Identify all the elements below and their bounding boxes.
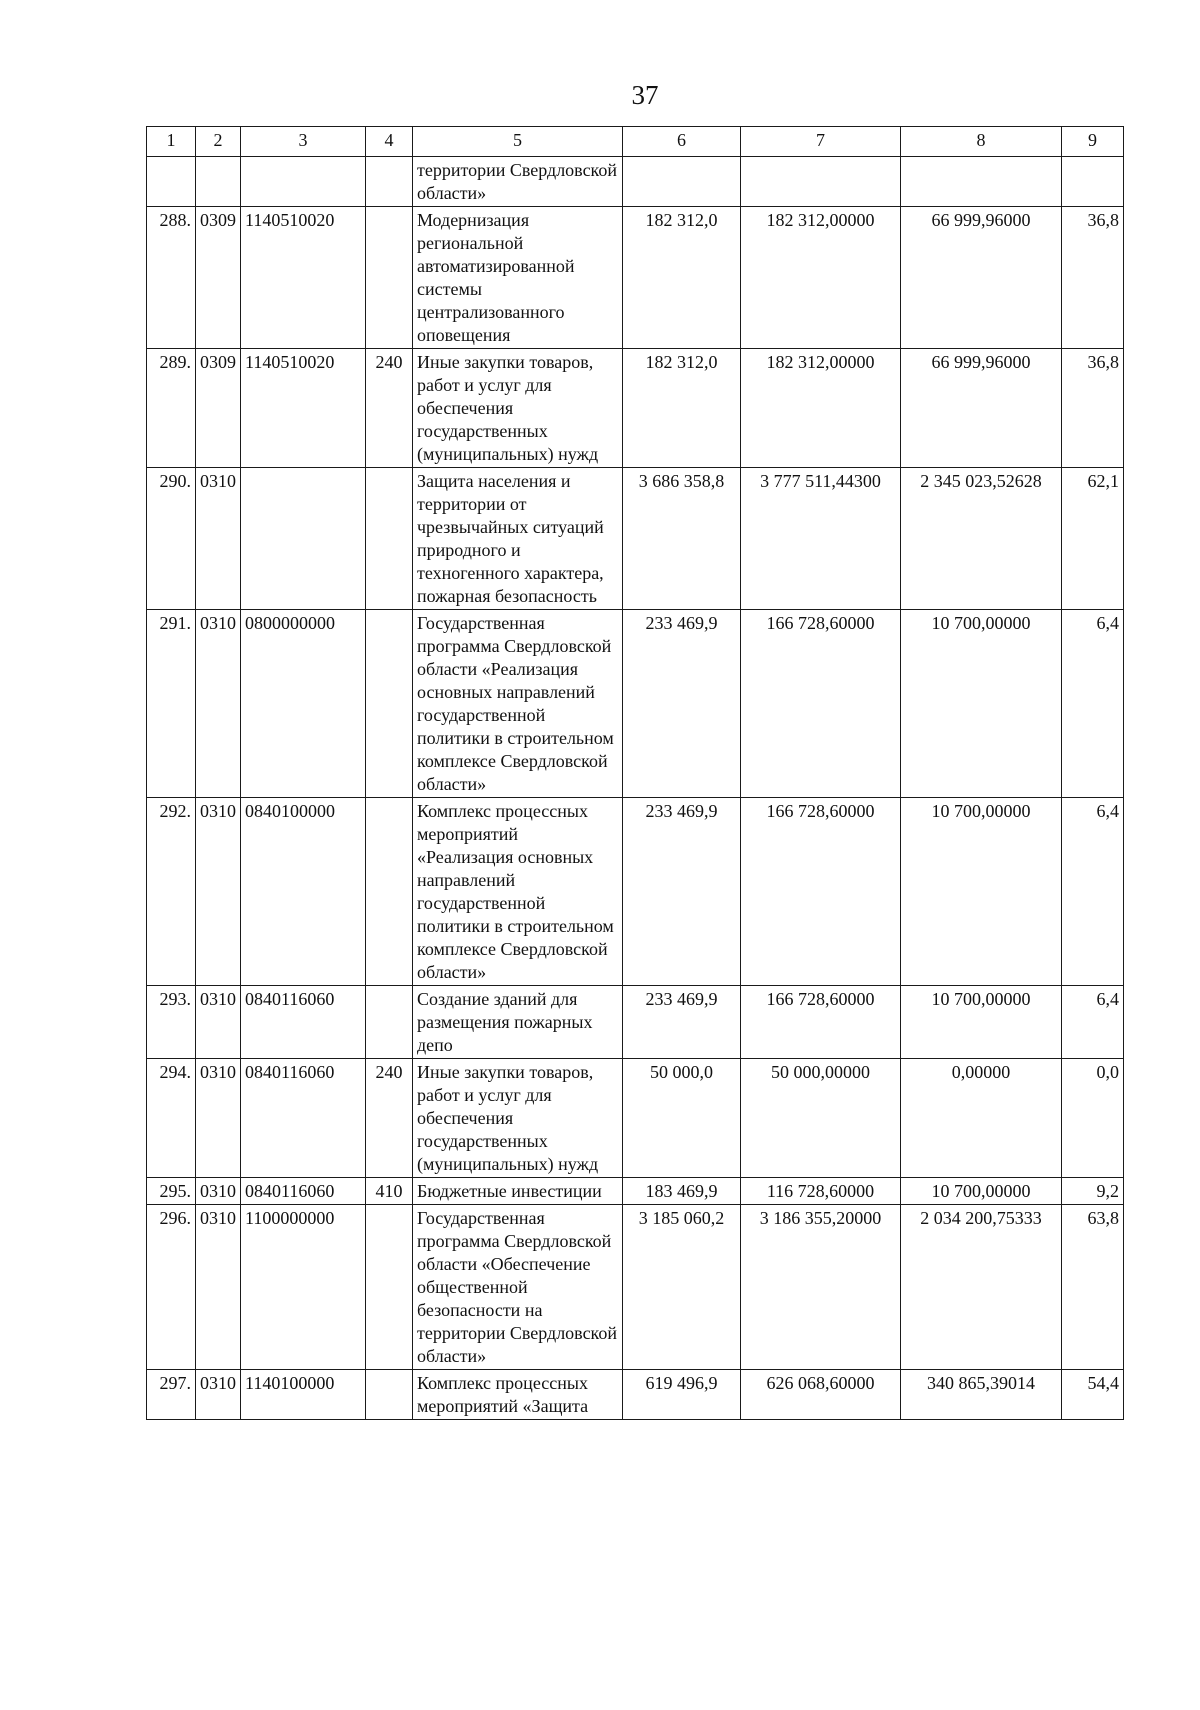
- row-number-cell: 297.: [147, 1370, 196, 1420]
- percent-cell: 54,4: [1062, 1370, 1124, 1420]
- value-col7-cell: [741, 157, 901, 207]
- value-col8-cell: 10 700,00000: [901, 986, 1062, 1059]
- item-name-cell: Бюджетные инвестиции: [413, 1178, 623, 1205]
- row-number-cell: 293.: [147, 986, 196, 1059]
- row-number-cell: 289.: [147, 349, 196, 468]
- item-name-cell: Государственная программа Свердловской области «Реализация основных направлений государственной политики в строительном комплексе Свердловской области»: [413, 610, 623, 798]
- table-row: [147, 1059, 1124, 1178]
- percent-cell: 6,4: [1062, 986, 1124, 1059]
- item-name-cell: Государственная программа Свердловской области «Обеспечение общественной безопасности на территории Свердловской области»: [413, 1205, 623, 1370]
- section-code-cell: 0309: [196, 207, 241, 349]
- row-number-cell: 294.: [147, 1059, 196, 1178]
- item-name-cell: Комплекс процессных мероприятий «Защита: [413, 1370, 623, 1420]
- value-col6-cell: 233 469,9: [623, 610, 741, 798]
- value-col8-cell: 2 345 023,52628: [901, 468, 1062, 610]
- section-code-cell: 0310: [196, 798, 241, 986]
- value-col7-cell: 50 000,00000: [741, 1059, 901, 1178]
- table-row: [147, 798, 1124, 986]
- value-col8-cell: 2 034 200,75333: [901, 1205, 1062, 1370]
- column-header: 3: [241, 127, 366, 157]
- column-header: 5: [413, 127, 623, 157]
- value-col6-cell: 3 185 060,2: [623, 1205, 741, 1370]
- target-code-cell: 0840100000: [241, 798, 366, 986]
- table-row: [147, 1205, 1124, 1370]
- target-code-cell: 0840116060: [241, 1178, 366, 1205]
- table-row: [147, 468, 1124, 610]
- section-code-cell: 0310: [196, 1370, 241, 1420]
- section-code-cell: 0310: [196, 986, 241, 1059]
- table-row: [147, 986, 1124, 1059]
- percent-cell: 6,4: [1062, 798, 1124, 986]
- item-name-cell: Комплекс процессных мероприятий «Реализация основных направлений государственной политики в строительном комплексе Свердловской области»: [413, 798, 623, 986]
- target-code-cell: 1140100000: [241, 1370, 366, 1420]
- value-col7-cell: 182 312,00000: [741, 207, 901, 349]
- row-number-cell: 295.: [147, 1178, 196, 1205]
- expense-type-cell: 240: [366, 1059, 413, 1178]
- value-col6-cell: 3 686 358,8: [623, 468, 741, 610]
- value-col6-cell: 233 469,9: [623, 798, 741, 986]
- budget-table: [146, 126, 1124, 1420]
- table-row: [147, 1178, 1124, 1205]
- percent-cell: 36,8: [1062, 207, 1124, 349]
- target-code-cell: 1140510020: [241, 349, 366, 468]
- expense-type-cell: [366, 610, 413, 798]
- item-name-cell: Создание зданий для размещения пожарных депо: [413, 986, 623, 1059]
- percent-cell: 62,1: [1062, 468, 1124, 610]
- column-header-row: [147, 127, 1124, 157]
- column-header: 4: [366, 127, 413, 157]
- column-header: 9: [1062, 127, 1124, 157]
- value-col8-cell: 340 865,39014: [901, 1370, 1062, 1420]
- value-col7-cell: 166 728,60000: [741, 610, 901, 798]
- value-col8-cell: 10 700,00000: [901, 798, 1062, 986]
- item-name-cell: Защита населения и территории от чрезвычайных ситуаций природного и техногенного характера, пожарная безопасность: [413, 468, 623, 610]
- value-col7-cell: 166 728,60000: [741, 798, 901, 986]
- value-col6-cell: 182 312,0: [623, 207, 741, 349]
- expense-type-cell: [366, 986, 413, 1059]
- section-code-cell: [196, 157, 241, 207]
- value-col7-cell: 182 312,00000: [741, 349, 901, 468]
- percent-cell: 63,8: [1062, 1205, 1124, 1370]
- value-col6-cell: 619 496,9: [623, 1370, 741, 1420]
- expense-type-cell: [366, 468, 413, 610]
- target-code-cell: [241, 157, 366, 207]
- section-code-cell: 0310: [196, 1059, 241, 1178]
- expense-type-cell: [366, 157, 413, 207]
- value-col8-cell: 0,00000: [901, 1059, 1062, 1178]
- percent-cell: 6,4: [1062, 610, 1124, 798]
- value-col7-cell: 626 068,60000: [741, 1370, 901, 1420]
- percent-cell: 9,2: [1062, 1178, 1124, 1205]
- value-col6-cell: 233 469,9: [623, 986, 741, 1059]
- section-code-cell: 0310: [196, 468, 241, 610]
- item-name-cell: Иные закупки товаров, работ и услуг для обеспечения государственных (муниципальных) нужд: [413, 349, 623, 468]
- target-code-cell: 1100000000: [241, 1205, 366, 1370]
- item-name-cell: территории Свердловской области»: [413, 157, 623, 207]
- table-row: [147, 1370, 1124, 1420]
- value-col8-cell: 10 700,00000: [901, 610, 1062, 798]
- percent-cell: [1062, 157, 1124, 207]
- section-code-cell: 0310: [196, 610, 241, 798]
- column-header: 7: [741, 127, 901, 157]
- target-code-cell: 0840116060: [241, 1059, 366, 1178]
- item-name-cell: Иные закупки товаров, работ и услуг для обеспечения государственных (муниципальных) нужд: [413, 1059, 623, 1178]
- page-number: 37: [631, 80, 659, 110]
- value-col7-cell: 3 186 355,20000: [741, 1205, 901, 1370]
- row-number-cell: [147, 157, 196, 207]
- column-header: 1: [147, 127, 196, 157]
- target-code-cell: 0840116060: [241, 986, 366, 1059]
- row-number-cell: 292.: [147, 798, 196, 986]
- target-code-cell: [241, 468, 366, 610]
- value-col6-cell: 182 312,0: [623, 349, 741, 468]
- value-col7-cell: 166 728,60000: [741, 986, 901, 1059]
- column-header: 6: [623, 127, 741, 157]
- row-number-cell: 291.: [147, 610, 196, 798]
- percent-cell: 0,0: [1062, 1059, 1124, 1178]
- target-code-cell: 0800000000: [241, 610, 366, 798]
- column-header: 2: [196, 127, 241, 157]
- expense-type-cell: [366, 207, 413, 349]
- item-name-cell: Модернизация региональной автоматизированной системы централизованного оповещения: [413, 207, 623, 349]
- percent-cell: 36,8: [1062, 349, 1124, 468]
- section-code-cell: 0310: [196, 1205, 241, 1370]
- table-row: [147, 157, 1124, 207]
- value-col8-cell: 66 999,96000: [901, 349, 1062, 468]
- row-number-cell: 290.: [147, 468, 196, 610]
- expense-type-cell: 410: [366, 1178, 413, 1205]
- section-code-cell: 0310: [196, 1178, 241, 1205]
- value-col8-cell: 10 700,00000: [901, 1178, 1062, 1205]
- expense-type-cell: 240: [366, 349, 413, 468]
- value-col6-cell: [623, 157, 741, 207]
- expense-type-cell: [366, 798, 413, 986]
- table-row: [147, 610, 1124, 798]
- column-header: 8: [901, 127, 1062, 157]
- value-col7-cell: 116 728,60000: [741, 1178, 901, 1205]
- row-number-cell: 288.: [147, 207, 196, 349]
- expense-type-cell: [366, 1205, 413, 1370]
- section-code-cell: 0309: [196, 349, 241, 468]
- value-col6-cell: 183 469,9: [623, 1178, 741, 1205]
- target-code-cell: 1140510020: [241, 207, 366, 349]
- value-col8-cell: 66 999,96000: [901, 207, 1062, 349]
- table-row: [147, 207, 1124, 349]
- table-row: [147, 349, 1124, 468]
- value-col7-cell: 3 777 511,44300: [741, 468, 901, 610]
- row-number-cell: 296.: [147, 1205, 196, 1370]
- value-col6-cell: 50 000,0: [623, 1059, 741, 1178]
- expense-type-cell: [366, 1370, 413, 1420]
- value-col8-cell: [901, 157, 1062, 207]
